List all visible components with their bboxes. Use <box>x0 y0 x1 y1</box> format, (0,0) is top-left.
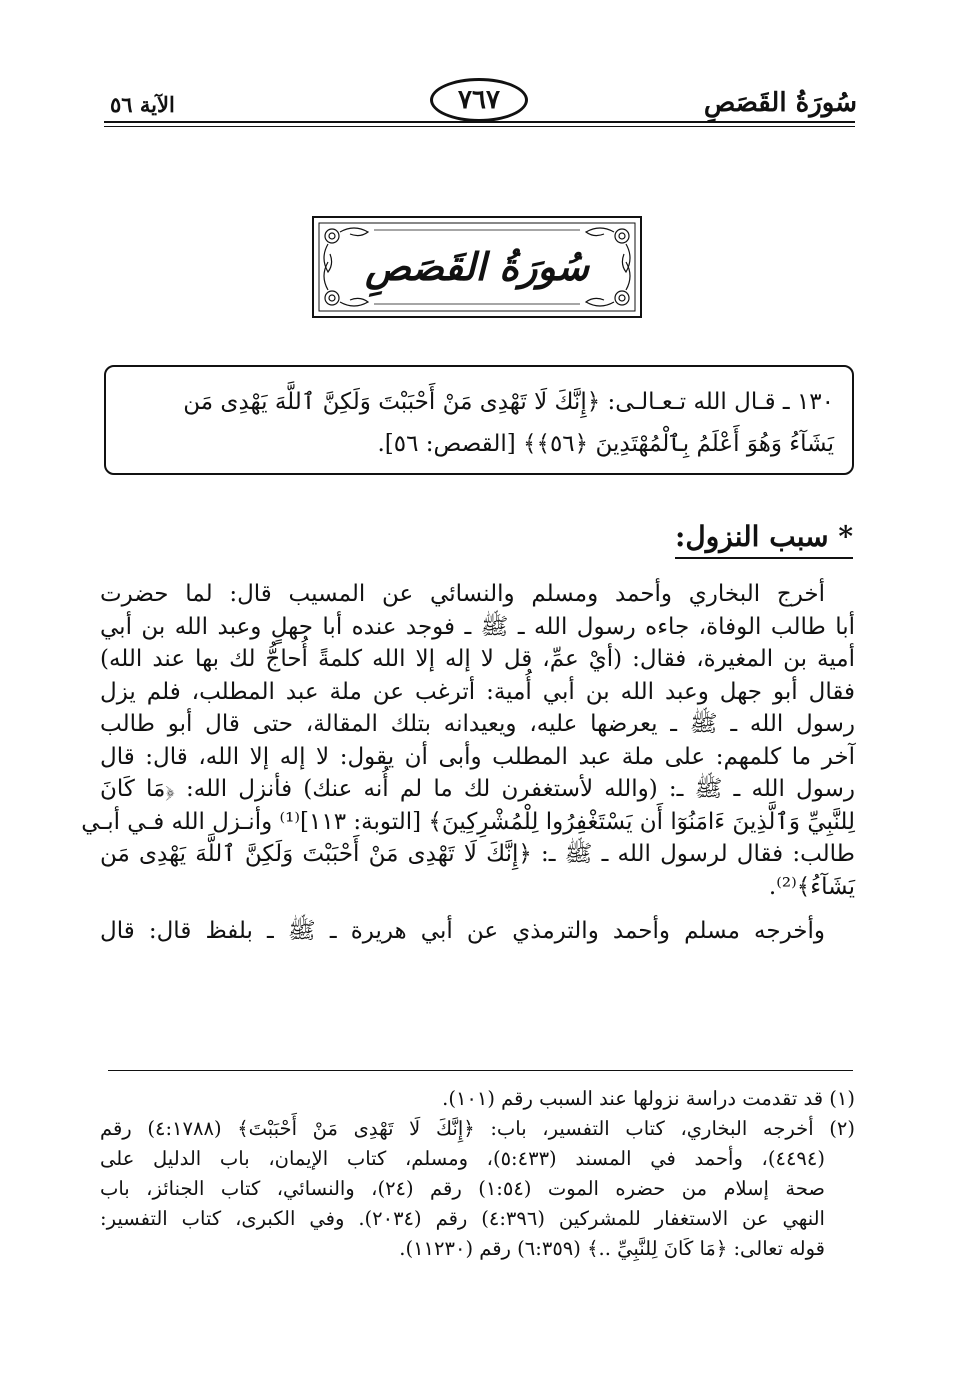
footnote-line: النهي عن الاستغفار للمشركين (٤:٣٩٦) رقم (٢٠٣٤). وفي الكبرى، كتاب التفسير: <box>100 1207 825 1230</box>
page-number-oval <box>430 78 528 122</box>
text-line: لِلنَّبِيِّ وَٱلَّذِينَ ءَامَنُوٓا أَن يَسْتَغْفِرُوا لِلْمُشْرِكِينَ﴾ [التوبة: ١١٣]⁽¹⁾ وأنـزل الله فـي أبـي <box>81 808 855 835</box>
header-rule-thin <box>104 126 855 127</box>
footnote-line: (٤٤٩٤)، وأحمد في المسند (٥:٤٣٣)، ومسلم، كتاب الإيمان، باب الدليل على <box>100 1147 825 1170</box>
verse-box <box>104 365 854 475</box>
text-line: آخر ما كلمهم: على ملة عبد المطلب وأبى أن يقول: لا إله إلا الله، قال: قال <box>100 743 855 770</box>
paragraph-gap <box>100 903 855 915</box>
text-line: أخرج البخاري وأحمد ومسلم والنسائي عن المسيب قال: لما حضرت <box>100 581 825 607</box>
header-rule-thick <box>104 121 855 123</box>
verse-line-1: ١٣٠ ـ قـال الله تـعـالـى: ﴿إِنَّكَ لَا تَهْدِى مَنْ أَحْبَبْتَ وَلَكِنَّ ٱللَّهَ يَهْدِى مَن <box>183 389 834 415</box>
running-header-surah: سُورَةُ القَصَصِ <box>703 88 857 118</box>
surah-title-cartouche <box>312 216 642 318</box>
footnote-line: قوله تعالى: ﴿مَا كَانَ لِلنَّبِيِّ ..﴾ (٦:٣٥٩) رقم (١١٢٣٠). <box>399 1237 825 1260</box>
text-line: أمية بن المغيرة، فقال: (أيْ عمِّ، قل لا إله إلا الله كلمةً أُحاجُّ لك بها عند الله) <box>100 646 855 672</box>
surah-title: سُورَةُ القَصَصِ <box>365 244 589 289</box>
footnote-line: صحة إسلام من حضره الموت (١:٥٤) رقم (٢٤)، والنسائي، كتاب الجنائز، باب <box>100 1177 825 1200</box>
page-number: ٧٦٧ <box>458 85 500 115</box>
footnote-rule <box>108 1070 853 1071</box>
verse-line-2: يَشَآءُ وَهُوَ أَعْلَمُ بِٱلْمُهْتَدِينَ ﴿٥٦﴾﴾ [القصص: ٥٦]. <box>377 431 834 457</box>
text-line: رسول الله ـ ﷺ ـ: (والله لأستغفرن لك ما لم أُنه عنك) فأنزل الله: ﴿مَا كَانَ <box>100 776 855 802</box>
text-line: رسول الله ـ ﷺ ـ يعرضها عليه، ويعيدانه بتلك المقالة، حتى قال أبو طالب <box>100 711 855 737</box>
text-line: طالب: فقال لرسول الله ـ ﷺ ـ: ﴿إِنَّكَ لَا تَهْدِى مَنْ أَحْبَبْتَ وَلَكِنَّ ٱللَّهَ يَهْدِى مَن <box>100 841 855 867</box>
footnote-line: (١) قد تقدمت دراسة نزولها عند السبب رقم (١٠١). <box>442 1087 855 1110</box>
text-line: أبا طالب الوفاة، جاءه رسول الله ـ ﷺ ـ فوجد عنده أبا جهلٍ وعبد الله بن أبي <box>100 613 855 640</box>
text-line: يَشَآءُ﴾⁽²⁾. <box>768 873 855 900</box>
main-text <box>81 578 855 948</box>
running-header-ayah: الآية ٥٦ <box>110 92 175 117</box>
text-line: وأخرجه مسلم وأحمد والترمذي عن أبي هريرة ـ ﷺ ـ بلفظ قال: قال <box>100 918 825 944</box>
section-heading: * سبب النزول: <box>675 520 853 559</box>
text-line: فقال أبو جهل وعبد الله بن أبي أُمية: أترغب عن ملة عبد المطلب، فلم يزل <box>100 678 855 705</box>
footnote-line: (٢) أخرجه البخاري، كتاب التفسير، باب: ﴿إِنَّكَ لَا تَهْدِى مَنْ أَحْبَبْتَ﴾ (٤:١٧٨٨) رقم <box>100 1117 855 1140</box>
footnotes <box>100 1084 855 1264</box>
